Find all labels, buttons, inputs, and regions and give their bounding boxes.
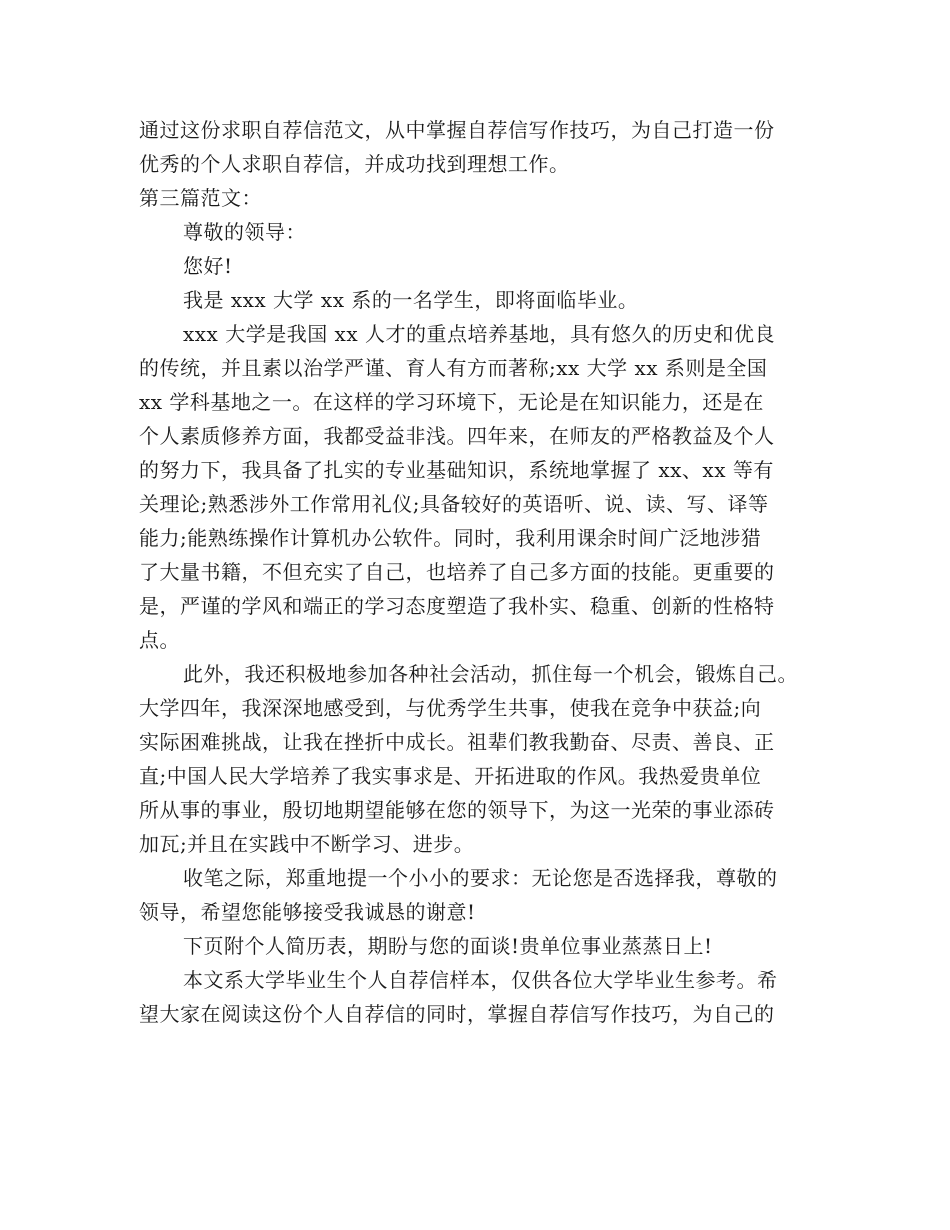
text-line: 能力;能熟练操作计算机办公软件。同时，我利用课余时间广泛地涉猎: [139, 526, 762, 550]
text-line: 收笔之际，郑重地提一个小小的要求：无论您是否选择我，尊敬的: [183, 866, 778, 890]
text-line: 直;中国人民大学培养了我实事求是、开拓进取的作风。我热爱贵单位: [139, 764, 762, 788]
text-line: xx 学科基地之一。在这样的学习环境下，无论是在知识能力，还是在: [139, 390, 764, 414]
text-line: 本文系大学毕业生个人自荐信样本，仅供各位大学毕业生参考。希: [183, 968, 778, 992]
text-line: 尊敬的领导：: [183, 220, 306, 244]
text-line: 实际困难挑战，让我在挫折中成长。祖辈们教我勤奋、尽责、善良、正: [139, 730, 775, 754]
text-line: 的努力下，我具备了扎实的专业基础知识，系统地掌握了 xx、xx 等有: [139, 458, 774, 482]
text-line: xxx 大学是我国 xx 人才的重点培养基地，具有悠久的历史和优良: [183, 322, 775, 346]
text-line: 优秀的个人求职自荐信，并成功找到理想工作。: [139, 152, 570, 176]
text-line: 领导，希望您能够接受我诚恳的谢意!: [139, 900, 476, 924]
text-line: 是，严谨的学风和端正的学习态度塑造了我朴实、稳重、创新的性格特: [139, 594, 775, 618]
text-line: 点。: [139, 628, 180, 652]
text-line: 了大量书籍，不但充实了自己，也培养了自己多方面的技能。更重要的: [139, 560, 775, 584]
text-line: 个人素质修养方面，我都受益非浅。四年来，在师友的严格教益及个人: [139, 424, 775, 448]
text-line: 所从事的事业，殷切地期望能够在您的领导下，为这一光荣的事业添砖: [139, 798, 775, 822]
text-line: 大学四年，我深深地感受到，与优秀学生共事，使我在竞争中获益;向: [139, 696, 762, 720]
text-line: 望大家在阅读这份个人自荐信的同时，掌握自荐信写作技巧，为自己的: [139, 1002, 775, 1026]
text-line: 通过这份求职自荐信范文，从中掌握自荐信写作技巧，为自己打造一份: [139, 118, 775, 142]
document-body: [139, 113, 829, 1031]
text-line: 关理论;熟悉涉外工作常用礼仪;具备较好的英语听、说、读、写、译等: [139, 492, 769, 516]
text-line: 您好!: [183, 254, 233, 278]
text-line: 加瓦;并且在实践中不断学习、进步。: [139, 832, 475, 856]
text-line: 第三篇范文：: [139, 186, 262, 210]
text-line: 此外，我还积极地参加各种社会活动，抓住每一个机会，锻炼自己。: [183, 662, 798, 686]
text-line: 的传统，并且素以治学严谨、育人有方而著称;xx 大学 xx 系则是全国: [139, 356, 768, 380]
text-line: 下页附个人简历表，期盼与您的面谈!贵单位事业蒸蒸日上!: [183, 934, 713, 958]
text-line: 我是 xxx 大学 xx 系的一名学生，即将面临毕业。: [183, 288, 639, 312]
